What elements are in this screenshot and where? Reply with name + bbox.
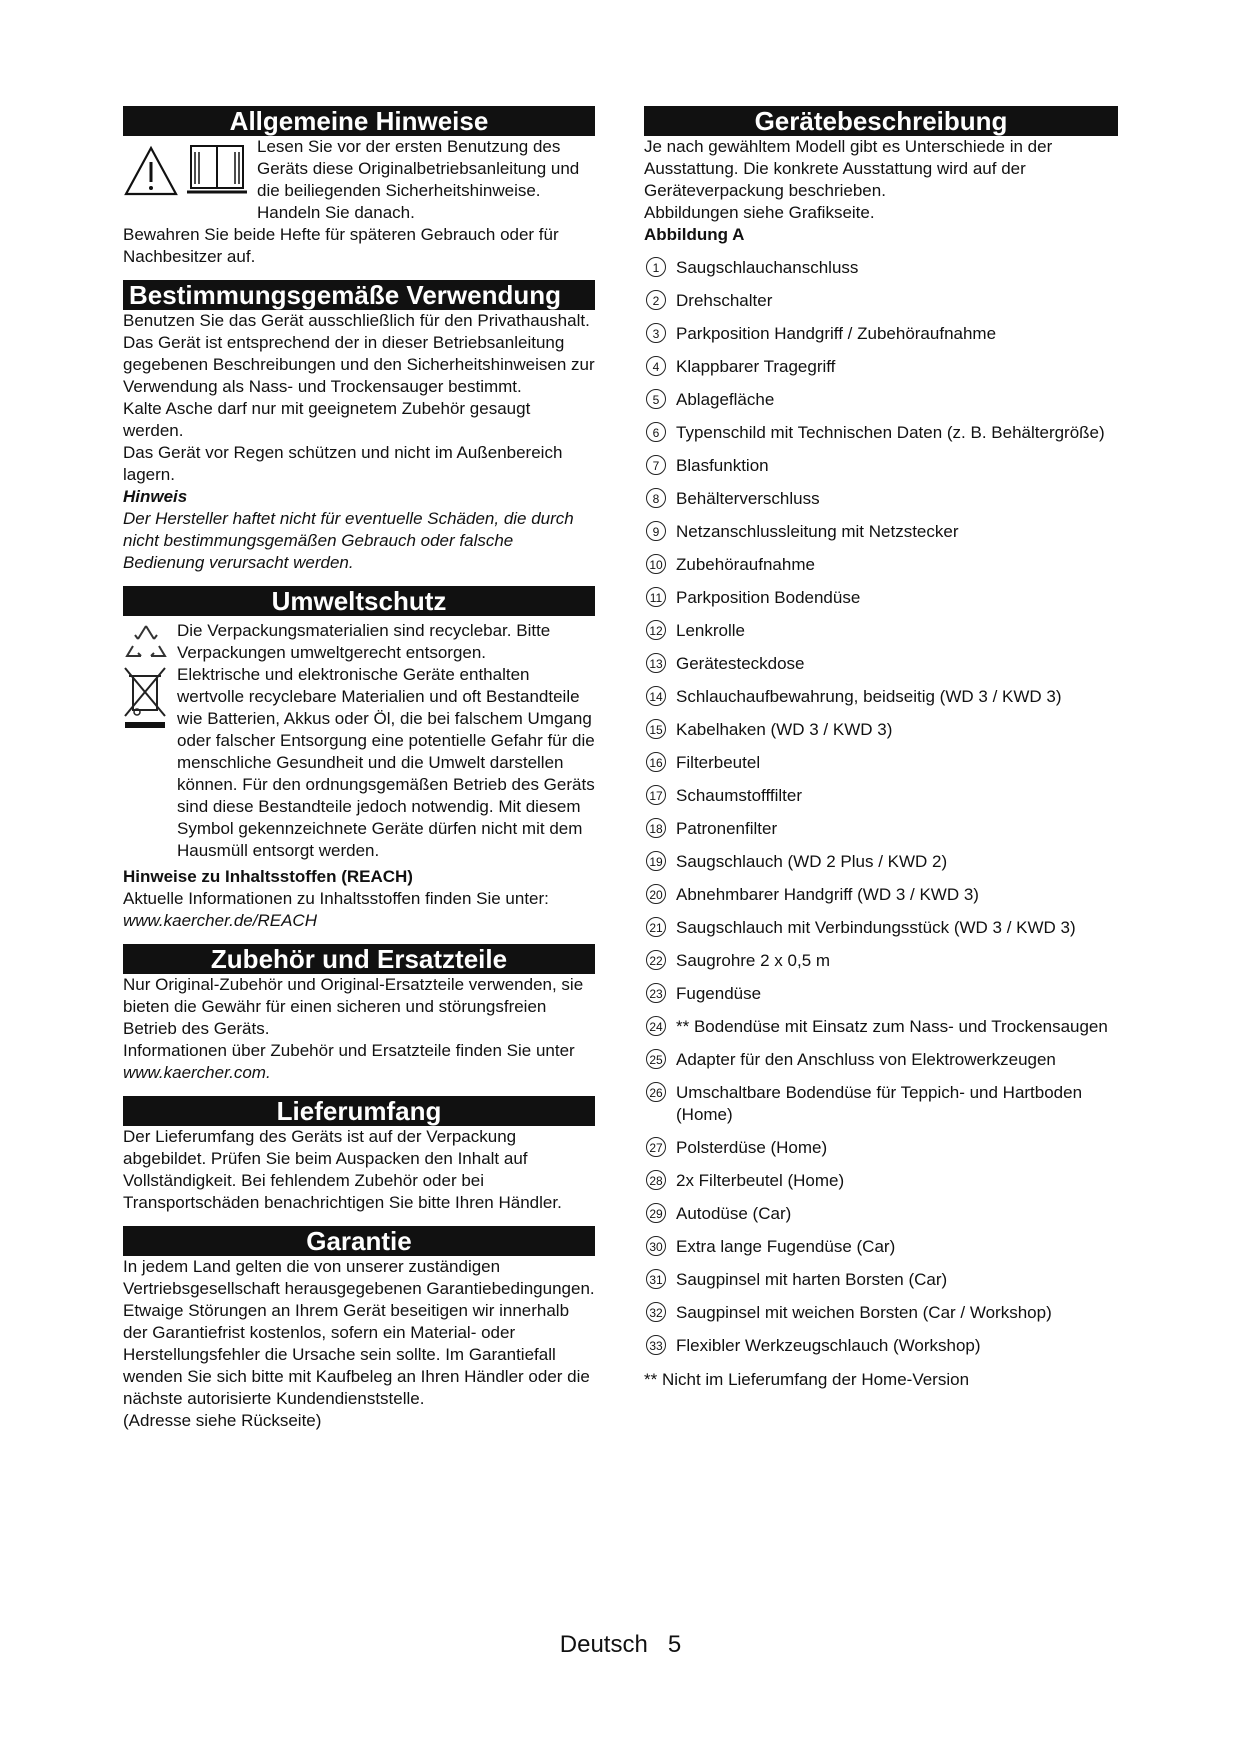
section-heading-environment: Umweltschutz	[123, 586, 595, 616]
item-number-badge: 22	[646, 950, 666, 970]
acc-p2	[123, 1040, 595, 1084]
note-text: Der Hersteller haftet nicht für eventuelle Schäden, die durch nicht bestimmungsgemäßen Gebrauch oder falsche Bedienung verursacht werden.	[123, 509, 574, 572]
list-item	[644, 1049, 1118, 1071]
list-item	[644, 917, 1118, 939]
item-label: Lenkrolle	[676, 621, 745, 640]
item-label: Saugpinsel mit harten Borsten (Car)	[676, 1270, 948, 1289]
desc-p2: Abbildungen siehe Grafikseite.	[644, 203, 875, 222]
item-label: Saugschlauchanschluss	[676, 258, 859, 277]
parts-list	[644, 257, 1118, 1357]
recycling-icon	[123, 622, 169, 667]
item-label: Saugpinsel mit weichen Borsten (Car / Workshop)	[676, 1303, 1052, 1322]
acc-p1: Nur Original-Zubehör und Original-Ersatzteile verwenden, sie bieten die Gewähr für einen sicheren und störungsfreien Betrieb des Geräts.	[123, 975, 584, 1038]
item-number-badge: 7	[646, 455, 666, 475]
item-label: Kabelhaken (WD 3 / KWD 3)	[676, 720, 893, 739]
item-label: Extra lange Fugendüse (Car)	[676, 1237, 896, 1256]
item-number-badge: 30	[646, 1236, 666, 1256]
section-heading-description: Gerätebeschreibung	[644, 106, 1118, 136]
page-number: 5	[667, 1631, 682, 1658]
item-label: Polsterdüse (Home)	[676, 1138, 828, 1157]
item-label: Parkposition Handgriff / Zubehöraufnahme	[676, 324, 997, 343]
item-number-badge: 33	[646, 1335, 666, 1355]
use-p4: Das Gerät vor Regen schützen und nicht im Außenbereich lagern.	[123, 443, 563, 484]
item-label: Parkposition Bodendüse	[676, 588, 861, 607]
section-heading-intended-use: Bestimmungsgemäße Verwendung	[123, 280, 595, 310]
list-item	[644, 1302, 1118, 1324]
list-item	[644, 818, 1118, 840]
list-item	[644, 1016, 1118, 1038]
section-heading-accessories: Zubehör und Ersatzteile	[123, 944, 595, 974]
item-number-badge: 18	[646, 818, 666, 838]
item-label: Saugschlauch mit Verbindungsstück (WD 3 / KWD 3)	[676, 918, 1076, 937]
kaercher-link[interactable]: www.kaercher.com.	[123, 1063, 271, 1082]
list-item	[644, 851, 1118, 873]
footer-language: Deutsch	[559, 1631, 648, 1658]
warranty-p2: (Adresse siehe Rückseite)	[123, 1411, 322, 1430]
item-label: Abnehmbarer Handgriff (WD 3 / KWD 3)	[676, 885, 979, 904]
reach-text	[123, 888, 595, 932]
general-intro	[123, 136, 595, 224]
item-label: Typenschild mit Technischen Daten (z. B. Behältergröße)	[676, 423, 1105, 442]
item-label: Umschaltbare Bodendüse für Teppich- und Hartboden (Home)	[676, 1083, 1083, 1124]
item-label: Drehschalter	[676, 291, 773, 310]
item-number-badge: 15	[646, 719, 666, 739]
list-item	[644, 389, 1118, 411]
use-p3: Kalte Asche darf nur mit geeignetem Zubehör gesaugt werden.	[123, 399, 531, 440]
item-number-badge: 32	[646, 1302, 666, 1322]
item-label: Ablagefläche	[676, 390, 775, 409]
item-number-badge: 9	[646, 521, 666, 541]
item-number-badge: 21	[646, 917, 666, 937]
item-label: Schaumstofffilter	[676, 786, 802, 805]
list-item	[644, 785, 1118, 807]
item-label: Zubehöraufnahme	[676, 555, 815, 574]
warning-book-icon	[123, 140, 251, 203]
item-number-badge: 29	[646, 1203, 666, 1223]
item-label: Gerätesteckdose	[676, 654, 805, 673]
item-number-badge: 25	[646, 1049, 666, 1069]
item-label: Fugendüse	[676, 984, 762, 1003]
list-item	[644, 488, 1118, 510]
item-number-badge: 28	[646, 1170, 666, 1190]
item-label: Flexibler Werkzeugschlauch (Workshop)	[676, 1336, 981, 1355]
list-item	[644, 1170, 1118, 1192]
list-item	[644, 983, 1118, 1005]
item-number-badge: 31	[646, 1269, 666, 1289]
recycling-text: Die Verpackungsmaterialien sind recyclebar. Bitte Verpackungen umweltgerecht entsorgen.	[177, 621, 551, 662]
list-item	[644, 257, 1118, 279]
recycling-row	[123, 620, 595, 664]
item-label: Patronenfilter	[676, 819, 778, 838]
item-label: Filterbeutel	[676, 753, 761, 772]
item-number-badge: 10	[646, 554, 666, 574]
item-number-badge: 27	[646, 1137, 666, 1157]
item-label: Schlauchaufbewahrung, beidseitig (WD 3 / KWD 3)	[676, 687, 1062, 706]
item-number-badge: 16	[646, 752, 666, 772]
list-item	[644, 356, 1118, 378]
item-number-badge: 24	[646, 1016, 666, 1036]
crossed-bin-icon	[123, 666, 169, 737]
item-label: Saugrohre 2 x 0,5 m	[676, 951, 831, 970]
item-label: Saugschlauch (WD 2 Plus / KWD 2)	[676, 852, 948, 871]
reach-link[interactable]: www.kaercher.de/REACH	[123, 911, 317, 930]
reach-title: Hinweise zu Inhaltsstoffen (REACH)	[123, 867, 413, 886]
item-number-badge: 3	[646, 323, 666, 343]
figure-label: Abbildung A	[644, 225, 745, 244]
weee-text: Elektrische und elektronische Geräte enthalten wertvolle recyclebare Materialien und oft Bestandteile wie Batterien, Akkus oder Öl, die bei falschem Umgang oder falscher Entsorgung eine potentielle Gefahr für die menschliche Gesundheit und die Umwelt darstellen können. Für den ordnungsgemäßen Betrieb des Geräts sind diese Bestandteile jedoch notwendig. Mit diesem Symbol gekennzeichnete Geräte dürfen nicht mit dem Hausmüll entsorgt werden.	[177, 665, 595, 860]
list-item	[644, 653, 1118, 675]
list-item	[644, 950, 1118, 972]
section-heading-warranty: Garantie	[123, 1226, 595, 1256]
list-item	[644, 455, 1118, 477]
item-label: Klappbarer Tragegriff	[676, 357, 836, 376]
right-column	[644, 106, 1118, 1391]
list-item	[644, 290, 1118, 312]
item-number-badge: 17	[646, 785, 666, 805]
item-number-badge: 14	[646, 686, 666, 706]
item-label: Adapter für den Anschluss von Elektrowerkzeugen	[676, 1050, 1056, 1069]
acc-p2-label: Informationen über Zubehör und Ersatzteile finden Sie unter	[123, 1041, 575, 1060]
item-number-badge: 1	[646, 257, 666, 277]
list-item	[644, 521, 1118, 543]
section-heading-scope: Lieferumfang	[123, 1096, 595, 1126]
list-item	[644, 752, 1118, 774]
item-label: 2x Filterbeutel (Home)	[676, 1171, 845, 1190]
item-number-badge: 4	[646, 356, 666, 376]
weee-row	[123, 664, 595, 862]
list-item	[644, 422, 1118, 444]
footnote: ** Nicht im Lieferumfang der Home-Version	[644, 1370, 970, 1389]
item-label: Autodüse (Car)	[676, 1204, 792, 1223]
item-label: Netzanschlussleitung mit Netzstecker	[676, 522, 959, 541]
item-label: Behälterverschluss	[676, 489, 820, 508]
list-item	[644, 686, 1118, 708]
general-p2: Bewahren Sie beide Hefte für späteren Gebrauch oder für Nachbesitzer auf.	[123, 225, 559, 266]
item-label: Blasfunktion	[676, 456, 769, 475]
list-item	[644, 719, 1118, 741]
item-number-badge: 2	[646, 290, 666, 310]
item-number-badge: 13	[646, 653, 666, 673]
list-item	[644, 554, 1118, 576]
list-item	[644, 884, 1118, 906]
item-number-badge: 26	[646, 1082, 666, 1102]
note-title: Hinweis	[123, 487, 188, 506]
list-item	[644, 620, 1118, 642]
left-column	[123, 106, 595, 1432]
list-item	[644, 1082, 1118, 1126]
item-number-badge: 5	[646, 389, 666, 409]
list-item	[644, 1236, 1118, 1258]
general-intro-text: Lesen Sie vor der ersten Benutzung des Geräts diese Originalbetriebsanleitung und die beiliegenden Sicherheitshinweise. Handeln Sie danach.	[257, 137, 580, 222]
list-item	[644, 323, 1118, 345]
use-p2: Das Gerät ist entsprechend der in dieser Betriebsanleitung gegebenen Beschreibungen und den Sicherheitshinweisen zur Verwendung als Nass- und Trockensauger bestimmt.	[123, 333, 595, 396]
list-item	[644, 587, 1118, 609]
item-number-badge: 8	[646, 488, 666, 508]
list-item	[644, 1137, 1118, 1159]
list-item	[644, 1203, 1118, 1225]
item-number-badge: 11	[646, 587, 666, 607]
section-heading-general: Allgemeine Hinweise	[123, 106, 595, 136]
item-number-badge: 6	[646, 422, 666, 442]
list-item	[644, 1269, 1118, 1291]
reach-label: Aktuelle Informationen zu Inhaltsstoffen finden Sie unter:	[123, 889, 549, 908]
item-number-badge: 19	[646, 851, 666, 871]
list-item	[644, 1335, 1118, 1357]
desc-p1: Je nach gewähltem Modell gibt es Unterschiede in der Ausstattung. Die konkrete Ausstattung wird auf der Geräteverpackung beschrieben.	[644, 137, 1053, 200]
scope-p1: Der Lieferumfang des Geräts ist auf der Verpackung abgebildet. Prüfen Sie beim Auspacken den Inhalt auf Vollständigkeit. Bei fehlendem Zubehör oder bei Transportschäden benachrichtigen Sie bitte Ihren Händler.	[123, 1127, 562, 1212]
item-number-badge: 20	[646, 884, 666, 904]
item-number-badge: 23	[646, 983, 666, 1003]
item-number-badge: 12	[646, 620, 666, 640]
warranty-p1: In jedem Land gelten die von unserer zuständigen Vertriebsgesellschaft herausgegebenen Garantiebedingungen. Etwaige Störungen an Ihrem Gerät beseitigen wir innerhalb der Garantiefrist kostenlos, sofern ein Material- oder Herstellungsfehler die Ursache sein sollte. Im Garantiefall wenden Sie sich bitte mit Kaufbeleg an Ihren Händler oder die nächste autorisierte Kundendienststelle.	[123, 1257, 595, 1408]
use-p1: Benutzen Sie das Gerät ausschließlich für den Privathaushalt.	[123, 311, 590, 330]
item-label: ** Bodendüse mit Einsatz zum Nass- und Trockensaugen	[676, 1017, 1108, 1036]
page-footer	[0, 1631, 1241, 1659]
